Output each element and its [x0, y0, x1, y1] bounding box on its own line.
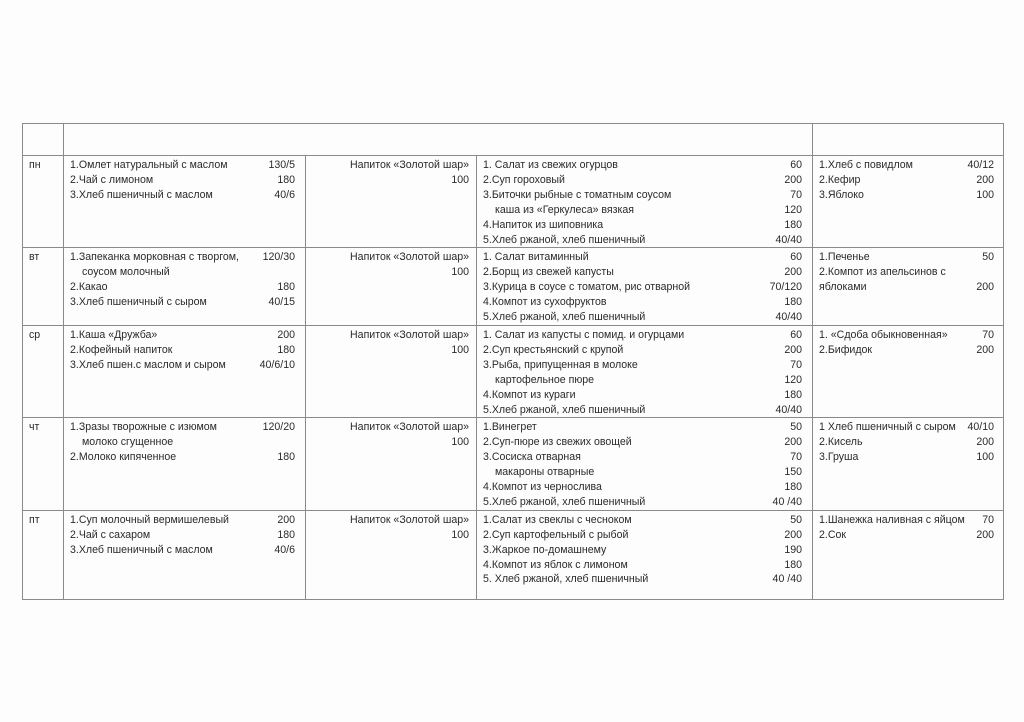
menu-item-name: яблоками	[819, 281, 867, 294]
menu-item	[813, 158, 1003, 173]
menu-item	[477, 465, 812, 480]
snack-quantity: 100	[451, 266, 469, 279]
menu-item	[477, 173, 812, 188]
menu-item	[477, 495, 812, 510]
menu-item-name: 2.Сок	[819, 528, 847, 541]
header-row	[23, 124, 1004, 156]
menu-item-name: 3.Жаркое по-домашнему	[483, 543, 607, 556]
menu-item-name: 1. «Сдоба обыкновенная»	[819, 328, 948, 341]
menu-item	[477, 310, 812, 325]
menu-item-name: 2.Какао	[70, 281, 108, 294]
afternoon-snack-cell	[813, 248, 1004, 326]
snack-name: Напиток «Золотой шар»	[350, 513, 469, 526]
menu-item-name: 2.Суп-пюре из свежих овощей	[483, 436, 632, 449]
menu-item-quantity: 180	[784, 388, 803, 401]
snack-cell	[306, 156, 477, 248]
menu-item-name: 3.Хлеб пшеничный с маслом	[70, 188, 213, 201]
menu-item	[813, 420, 1003, 435]
menu-item	[477, 265, 812, 280]
menu-item-quantity: 40/10	[967, 421, 995, 434]
menu-item	[477, 188, 812, 203]
menu-item-quantity: 200	[784, 343, 803, 356]
menu-item-quantity: 200	[976, 436, 995, 449]
menu-item	[64, 343, 305, 358]
menu-item-quantity: 200	[976, 343, 995, 356]
menu-item	[477, 295, 812, 310]
menu-item	[64, 295, 305, 310]
menu-item-name: 2.Бифидок	[819, 343, 873, 356]
snack-name: Напиток «Золотой шар»	[350, 421, 469, 434]
menu-item-name: 1.Каша «Дружба»	[70, 328, 158, 341]
menu-item-quantity: 40/6	[274, 543, 295, 556]
menu-item-quantity: 120/20	[262, 421, 295, 434]
menu-item-quantity: 40/40	[775, 233, 803, 246]
menu-item-quantity: 190	[784, 543, 803, 556]
header-cell-meals	[64, 124, 813, 156]
menu-item	[477, 558, 812, 573]
menu-item-quantity: 200	[784, 266, 803, 279]
breakfast-cell	[64, 325, 306, 417]
menu-item-name: 1.Запеканка морковная с творгом,	[70, 251, 239, 264]
day-label: вт	[23, 248, 64, 326]
menu-item-name: 3.Курица в соусе с томатом, рис отварной	[483, 281, 691, 294]
menu-item-quantity: 100	[976, 188, 995, 201]
menu-item-quantity: 200	[976, 528, 995, 541]
snack-quantity: 100	[451, 528, 469, 541]
day-label: пн	[23, 156, 64, 248]
menu-item-quantity: 70	[790, 188, 803, 201]
menu-item-name: 2.Суп картофельный с рыбой	[483, 528, 629, 541]
snack-name: Напиток «Золотой шар»	[350, 159, 469, 171]
menu-item-name: 4.Компот из сухофруктов	[483, 296, 607, 309]
menu-item-quantity: 70	[790, 358, 803, 371]
menu-item-quantity: 120	[784, 203, 803, 216]
menu-item	[813, 250, 1003, 265]
menu-item	[477, 250, 812, 265]
menu-item-name: 2.Борщ из свежей капусты	[483, 266, 614, 279]
menu-item-quantity: 200	[277, 513, 295, 526]
menu-item-name: 4.Напиток из шиповника	[483, 218, 604, 231]
breakfast-cell	[64, 510, 306, 599]
menu-item-quantity: 120	[784, 373, 803, 386]
menu-item-name: 2.Компот из апельсинов с	[819, 266, 946, 279]
menu-item-name: 1.Хлеб с повидлом	[819, 159, 913, 171]
menu-item	[477, 328, 812, 343]
breakfast-cell	[64, 156, 306, 248]
menu-item-name: 1. Салат из свежих огурцов	[483, 159, 618, 171]
menu-item-name: 2.Суп крестьянский с крупой	[483, 343, 624, 356]
menu-item	[813, 280, 1003, 295]
menu-item-quantity: 40/15	[268, 296, 295, 309]
menu-item-quantity: 40/6/10	[259, 358, 295, 371]
menu-item-quantity: 180	[277, 173, 295, 186]
menu-item-name: макароны отварные	[495, 466, 595, 479]
lunch-cell	[477, 418, 813, 510]
menu-item-quantity: 40 /40	[772, 495, 803, 508]
menu-item	[477, 450, 812, 465]
snack-quantity: 100	[451, 343, 469, 356]
snack-quantity: 100	[451, 173, 469, 186]
menu-item-quantity: 200	[784, 436, 803, 449]
menu-item-name: 1. Салат витаминный	[483, 251, 589, 264]
menu-item-name: соусом молочный	[82, 266, 170, 279]
menu-item-name: 2.Суп гороховый	[483, 173, 565, 186]
snack-cell	[306, 510, 477, 599]
menu-item-name: 2.Молоко кипяченное	[70, 451, 177, 464]
menu-item-quantity: 180	[277, 281, 295, 294]
afternoon-snack-cell	[813, 325, 1004, 417]
menu-item	[64, 188, 305, 203]
menu-item	[64, 158, 305, 173]
menu-item	[64, 250, 305, 265]
header-cell-day	[23, 124, 64, 156]
afternoon-snack-cell	[813, 156, 1004, 248]
lunch-cell	[477, 248, 813, 326]
day-row	[23, 325, 1004, 417]
menu-item-name: 4.Компот из яблок с лимоном	[483, 558, 628, 571]
menu-item	[64, 280, 305, 295]
menu-item-name: молоко сгущенное	[82, 436, 174, 449]
menu-item	[64, 528, 305, 543]
menu-item-name: 1.Печенье	[819, 251, 870, 264]
menu-item-name: 4.Компот из чернослива	[483, 481, 602, 494]
menu-item	[477, 343, 812, 358]
menu-item-name: 5.Хлеб ржаной, хлеб пшеничный	[483, 233, 646, 246]
menu-item-quantity: 180	[784, 558, 803, 571]
menu-item-name: 1.Суп молочный вермишелевый	[70, 513, 229, 526]
day-label: ср	[23, 325, 64, 417]
snack-name: Напиток «Золотой шар»	[350, 251, 469, 264]
menu-item	[813, 513, 1003, 528]
menu-item	[813, 328, 1003, 343]
menu-item	[477, 403, 812, 418]
menu-item-quantity: 150	[784, 466, 803, 479]
day-row	[23, 248, 1004, 326]
menu-item-quantity: 200	[784, 173, 803, 186]
menu-item-name: 1.Салат из свеклы с чесноком	[483, 513, 632, 526]
day-label: чт	[23, 418, 64, 510]
snack-name: Напиток «Золотой шар»	[350, 328, 469, 341]
menu-item-name: 2.Кофейный напиток	[70, 343, 173, 356]
menu-item-quantity: 180	[277, 528, 295, 541]
menu-item-quantity: 100	[976, 451, 995, 464]
menu-item	[64, 420, 305, 435]
menu-item-quantity: 130/5	[268, 159, 295, 171]
menu-item	[477, 218, 812, 233]
menu-item	[64, 450, 305, 465]
menu-item-quantity: 50	[790, 513, 803, 526]
menu-item-quantity: 40 /40	[772, 573, 803, 586]
menu-item	[64, 328, 305, 343]
menu-item-quantity: 180	[784, 296, 803, 309]
menu-item	[477, 528, 812, 543]
menu-item-name: 2.Кисель	[819, 436, 863, 449]
menu-item	[477, 420, 812, 435]
menu-item-name: 3.Груша	[819, 451, 859, 464]
menu-item	[813, 450, 1003, 465]
header-cell-afternoon	[813, 124, 1004, 156]
menu-item-quantity: 40/40	[775, 311, 803, 324]
menu-item	[64, 435, 305, 450]
menu-item-name: 1.Винегрет	[483, 421, 537, 434]
menu-item-quantity: 40/6	[274, 188, 295, 201]
menu-item-name: 3.Хлеб пшеничный с сыром	[70, 296, 207, 309]
day-label: пт	[23, 510, 64, 599]
menu-item-quantity: 200	[976, 173, 995, 186]
menu-item-name: 1. Салат из капусты с помид. и огурцами	[483, 328, 685, 341]
menu-item-quantity: 60	[790, 328, 803, 341]
weekly-menu-table	[22, 123, 1004, 600]
menu-item-name: 3.Биточки рыбные с томатным соусом	[483, 188, 672, 201]
menu-item	[64, 543, 305, 558]
menu-item-quantity: 200	[784, 528, 803, 541]
menu-item-quantity: 70	[982, 328, 995, 341]
snack-cell	[306, 248, 477, 326]
menu-item-quantity: 70	[982, 513, 995, 526]
menu-item	[477, 572, 812, 587]
afternoon-snack-cell	[813, 418, 1004, 510]
menu-item	[64, 358, 305, 373]
menu-item-name: 1.Омлет натуральный с маслом	[70, 159, 228, 171]
menu-item	[813, 435, 1003, 450]
menu-item-quantity: 200	[277, 328, 295, 341]
menu-item-name: 5.Хлеб ржаной, хлеб пшеничный	[483, 311, 646, 324]
menu-item-name: 1.Шанежка наливная с яйцом	[819, 513, 965, 526]
afternoon-snack-cell	[813, 510, 1004, 599]
snack-cell	[306, 418, 477, 510]
menu-item-quantity: 50	[790, 421, 803, 434]
snack-cell	[306, 325, 477, 417]
menu-item	[813, 343, 1003, 358]
menu-item-name: 1 Хлеб пшеничный с сыром	[819, 421, 956, 434]
menu-item	[813, 265, 1003, 280]
menu-item-name: картофельное пюре	[495, 373, 595, 386]
menu-item-quantity: 200	[976, 281, 995, 294]
menu-item-name: 5.Хлеб ржаной, хлеб пшеничный	[483, 403, 646, 416]
menu-item	[477, 158, 812, 173]
menu-item-quantity: 70	[790, 451, 803, 464]
menu-item	[64, 265, 305, 280]
menu-item-quantity: 40/40	[775, 403, 803, 416]
menu-item-quantity: 40/12	[967, 159, 995, 171]
day-row	[23, 418, 1004, 510]
lunch-cell	[477, 156, 813, 248]
menu-item	[813, 173, 1003, 188]
menu-item	[477, 480, 812, 495]
menu-item	[477, 513, 812, 528]
menu-item-quantity: 180	[784, 218, 803, 231]
breakfast-cell	[64, 248, 306, 326]
menu-item-name: 2.Кефир	[819, 173, 861, 186]
menu-item-quantity: 70/120	[769, 281, 803, 294]
lunch-cell	[477, 325, 813, 417]
menu-item-quantity: 120/30	[262, 251, 295, 264]
menu-item-name: 1.Зразы творожные с изюмом	[70, 421, 217, 434]
day-row	[23, 510, 1004, 599]
menu-item-name: 3.Сосиска отварная	[483, 451, 581, 464]
menu-item-quantity: 180	[277, 343, 295, 356]
menu-item	[477, 388, 812, 403]
menu-item-quantity: 60	[790, 251, 803, 264]
menu-item	[64, 173, 305, 188]
breakfast-cell	[64, 418, 306, 510]
snack-quantity: 100	[451, 436, 469, 449]
menu-item	[813, 528, 1003, 543]
lunch-cell	[477, 510, 813, 599]
menu-item-name: 3.Хлеб пшеничный с маслом	[70, 543, 213, 556]
menu-item-quantity: 50	[982, 251, 995, 264]
menu-item-name: 3.Рыба, припущенная в молоке	[483, 358, 638, 371]
menu-item-name: 2.Чай с сахаром	[70, 528, 151, 541]
menu-item	[477, 280, 812, 295]
menu-item-name: 5. Хлеб ржаной, хлеб пшеничный	[483, 573, 649, 586]
menu-item-name: 2.Чай с лимоном	[70, 173, 154, 186]
menu-item	[813, 188, 1003, 203]
menu-item-quantity: 180	[784, 481, 803, 494]
menu-item-name: 4.Компот из кураги	[483, 388, 576, 401]
menu-item-name: 3.Яблоко	[819, 188, 864, 201]
menu-item	[477, 233, 812, 248]
menu-item	[477, 203, 812, 218]
menu-item-quantity: 180	[277, 451, 295, 464]
menu-item-name: 5.Хлеб ржаной, хлеб пшеничный	[483, 495, 646, 508]
menu-item	[477, 435, 812, 450]
day-row	[23, 156, 1004, 248]
menu-item	[64, 513, 305, 528]
menu-item-name: 3.Хлеб пшен.с маслом и сыром	[70, 358, 226, 371]
menu-item-quantity: 60	[790, 159, 803, 171]
menu-item-name: каша из «Геркулеса» вязкая	[495, 203, 635, 216]
menu-item	[477, 358, 812, 373]
menu-item	[477, 543, 812, 558]
menu-item	[477, 373, 812, 388]
